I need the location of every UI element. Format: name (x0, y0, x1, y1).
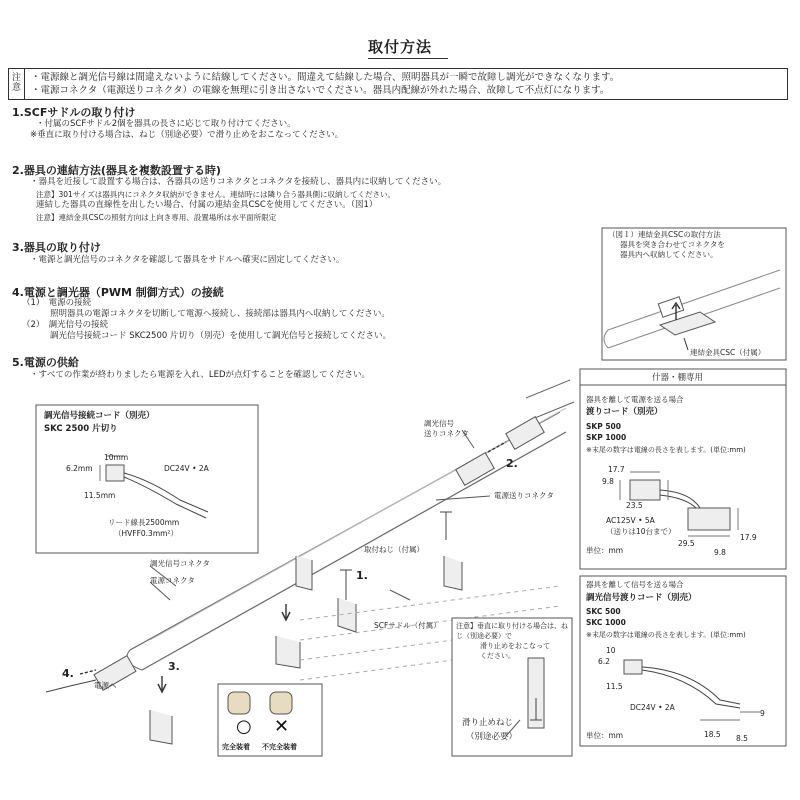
fig1-line: （図１）連結金具CSCの取付方法 (608, 230, 721, 239)
ok-label: 完全装着 (222, 743, 250, 751)
vertical-note-line: 注意】垂直に取り付ける場合は、ねじ（別途必要）で (456, 622, 568, 640)
saddle-upper (296, 556, 312, 590)
shelf-dim: 9.8 (714, 548, 726, 557)
skp-plug (630, 480, 660, 500)
skp-socket (688, 508, 730, 530)
fig1-label: 連結金具CSC（付属） (690, 348, 766, 357)
section-1-text: ・付属のSCFサドル2個を器具の長さに応じて取り付けてください。 (36, 119, 296, 129)
ng-symbol: ✕ (274, 716, 290, 737)
sig-send-label2: 送りコネクタ (424, 429, 469, 438)
section-2-text: 注意】連結金具CSCの照射方向は上向き専用、設置場所は水平面所限定 (36, 213, 277, 222)
section-2-text: ・器具を近接して設置する場合は、各器具の送りコネクタとコネクタを接続し、器具内に収納してください。 (30, 177, 447, 187)
shelf-dim: 23.5 (626, 501, 643, 510)
saddle-right (444, 556, 462, 590)
section-4-text: 調光信号接続コード SKC2500 片切り（別売）を使用して調光信号と接続してください。 (50, 331, 391, 341)
stop-screw-label2: （別途必要） (466, 732, 518, 742)
section-2-text: 連結した器具の直線性を出したい場合、付属の連結金具CSCを使用してください。（図1） (36, 200, 378, 210)
notice-label: 注意 (9, 69, 25, 99)
notice-line: ・電源線と調光信号線は間違えないように結線してください。間違えて結線した場合、照明器具が一瞬で故障し調光ができなくなります。 (31, 72, 620, 83)
cord-dim: 11.5mm (84, 491, 116, 500)
power-conn-label: 電源コネクタ (150, 576, 195, 585)
vertical-note-line: ください。 (480, 652, 515, 660)
signal-model: SKC 1000 (586, 618, 626, 627)
sig-conn-label: 調光信号コネクタ (150, 559, 210, 568)
skc-plug (624, 660, 642, 674)
section-4-text: 照明器具の電源コネクタを切断して電源へ接続し、接続部は器具内へ収納してください。 (50, 309, 390, 319)
step-4: 4. (62, 667, 74, 680)
vertical-note-text (456, 621, 568, 661)
signal-sub: 器具を離して信号を送る場合 (586, 580, 684, 589)
signal-unit: 単位：mm (586, 731, 624, 740)
shelf-rating-note: （送りは10台まで） (606, 527, 676, 536)
section-1-heading: 1.SCFサドルの取り付け (12, 106, 136, 119)
section-5-text: ・すべての作業が終わりましたら電源を入れ、LEDが点灯することを確認してください。 (30, 370, 370, 380)
step-3: 3. (168, 660, 180, 673)
shelf-title: 渡りコード（別売） (586, 407, 663, 417)
shelf-sub: 器具を離して電源を送る場合 (586, 395, 684, 404)
ok-illustration (228, 692, 250, 714)
screw (440, 512, 452, 540)
shelf-dim: 29.5 (678, 539, 695, 548)
section-4-text: （1） 電源の接続 (22, 298, 92, 308)
signal-dim: 9 (760, 709, 765, 718)
screw (340, 570, 352, 600)
sig-send-label: 調光信号 (424, 419, 454, 428)
cord-rating: DC24V • 2A (164, 464, 209, 473)
step-2: 2. (506, 457, 518, 470)
shelf-unit: 単位：mm (586, 546, 624, 555)
ng-illustration (270, 692, 292, 714)
saddle-label: SCFサドル（付属） (374, 621, 441, 630)
shelf-model: SKP 500 (586, 422, 621, 431)
section-4-text: （2） 調光信号の接続 (22, 320, 109, 330)
ok-symbol: ○ (236, 716, 252, 737)
signal-rating: DC24V • 2A (630, 703, 675, 712)
shelf-note: ※末尾の数字は電線の長さを表します。(単位:mm) (586, 446, 746, 454)
cord-plug (106, 465, 124, 481)
fig1-line: 器具を突き合わせてコネクタを (620, 240, 725, 249)
adjacent-conn (506, 417, 544, 450)
notice-line: ・電源コネクタ（電源送りコネクタ）の電線を無理に引き出さないでください。器具内配線が外れた場合、故障して不点灯になります。 (31, 85, 610, 96)
section-2-text: 注意】301サイズは器具内にコネクタ収納ができません。連結時には隣り合う器具側に収納してください。 (36, 190, 396, 199)
stop-screw-label: 滑り止めねじ (462, 718, 514, 728)
saddle-mid (276, 636, 300, 668)
signal-dim: 8.5 (736, 734, 748, 743)
shelf-dim: 9.8 (602, 477, 614, 486)
step-1: 1. (356, 569, 368, 582)
cord-dim: 10mm (104, 453, 129, 462)
cord-wire: （HVFF0.3mm²） (114, 529, 178, 538)
ng-label: 不完全装着 (262, 743, 297, 751)
fig1-text (608, 230, 725, 260)
shelf-dim: 17.7 (608, 465, 625, 474)
signal-dim: 18.5 (704, 730, 721, 739)
vertical-note-line: 滑り止めをおこなって (480, 642, 550, 650)
section-2-heading: 2.器具の連結方法(器具を複数設置する時) (12, 164, 221, 177)
saddle-lower (150, 710, 172, 744)
screw-label: 取付ねじ（付属） (364, 545, 424, 554)
cord-title: 調光信号接続コード（別売） (44, 411, 155, 421)
section-3-text: ・電源と調光信号のコネクタを確認して器具をサドルへ確実に固定してください。 (30, 255, 345, 265)
signal-title: 調光信号渡りコード（別売） (586, 593, 697, 603)
adjacent-fixture (526, 380, 574, 420)
section-4-heading: 4.電源と調光器（PWM 制御方式）の接続 (12, 286, 224, 299)
shelf-dim: 17.9 (740, 533, 757, 542)
power-send-label: 電源送りコネクタ (494, 491, 554, 500)
shelf-rating: AC125V • 5A (606, 516, 655, 525)
to-power-label: 電源へ (94, 681, 117, 690)
signal-note: ※末尾の数字は電線の長さを表します。(単位:mm) (586, 631, 746, 639)
cord-dim: 6.2mm (66, 464, 93, 473)
signal-dim: 10 (606, 646, 616, 655)
shelf-header: 什器・棚専用 (652, 373, 704, 383)
fig1-line: 器具内へ収納してください。 (620, 250, 718, 259)
signal-dim: 6.2 (598, 657, 610, 666)
shelf-model: SKP 1000 (586, 433, 627, 442)
cord-lead: リード線長2500mm (108, 518, 180, 527)
section-5-heading: 5.電源の供給 (12, 356, 79, 369)
signal-dim: 11.5 (606, 682, 623, 691)
section-3-heading: 3.器具の取り付け (12, 241, 101, 254)
cord-model: SKC 2500 片切り (44, 424, 118, 434)
signal-model: SKC 500 (586, 607, 621, 616)
page-title: 取付方法 (367, 38, 432, 56)
send-conn (456, 453, 494, 486)
section-1-text: ※垂直に取り付ける場合は、ねじ（別途必要）で滑り止めをおこなってください。 (30, 130, 344, 140)
